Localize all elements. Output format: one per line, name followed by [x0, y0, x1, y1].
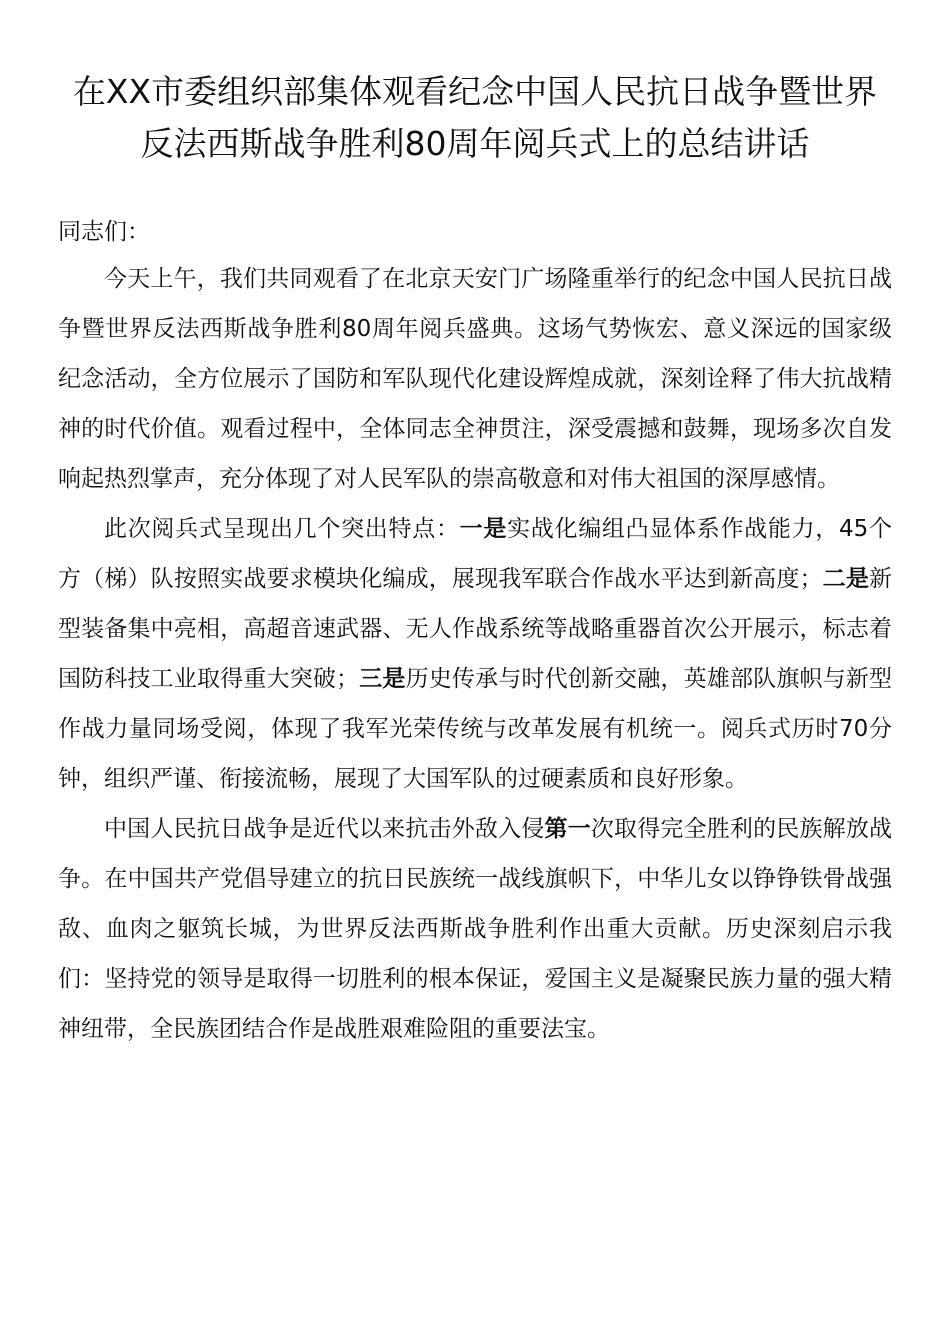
paragraph-2-intro: 此次阅兵式呈现出几个突出特点：	[104, 516, 460, 542]
point-text-1: 实战化编组凸显体系作战能力，45个方（梯）队按照实战要求模块化编成，展现我军联合作战水平达到新高度；	[58, 516, 892, 592]
point-text-2: 新型装备集中亮相，高超音速武器、无人作战系统等战略重器首次公开展示，标志着国防科技工业取得重大突破；	[58, 566, 893, 692]
paragraph-2	[58, 504, 892, 804]
point-label-2: 二是	[822, 566, 870, 592]
paragraph-3-bold: 第一	[544, 816, 591, 842]
document-title: 在XX市委组织部集体观看纪念中国人民抗日战争暨世界反法西斯战争胜利80周年阅兵式上的总结讲话	[72, 72, 878, 163]
point-label-3: 三是	[359, 666, 406, 692]
paragraph-1: 今天上午，我们共同观看了在北京天安门广场隆重举行的纪念中国人民抗日战争暨世界反法西斯战争胜利80周年阅兵盛典。这场气势恢宏、意义深远的国家级纪念活动，全方位展示了国防和军队现代化建设辉煌成就，深刻诠释了伟大抗战精神的时代价值。观看过程中，全体同志全神贯注，深受震撼和鼓舞，现场多次自发响起热烈掌声，充分体现了对人民军队的崇高敬意和对伟大祖国的深厚感情。	[58, 266, 892, 492]
point-text-3: 历史传承与时代创新交融，英雄部队旗帜与新型作战力量同场受阅，体现了我军光荣传统与改革发展有机统一。阅兵式历时70分钟，组织严谨、衔接流畅，展现了大国军队的过硬素质和良好形象。	[58, 666, 893, 792]
paragraph-3-after: 次取得完全胜利的民族解放战争。在中国共产党倡导建立的抗日民族统一战线旗帜下，中华儿女以铮铮铁骨战强敌、血肉之躯筑长城，为世界反法西斯战争胜利作出重大贡献。历史深刻启示我们：坚持党的领导是取得一切胜利的根本保证，爱国主义是凝聚民族力量的强大精神纽带，全民族团结合作是战胜艰难险阻的重要法宝。	[58, 816, 893, 1042]
paragraph-3-before: 中国人民抗日战争是近代以来抗击外敌入侵	[104, 816, 545, 842]
point-label-1: 一是	[459, 516, 508, 542]
paragraph-3	[58, 804, 892, 1054]
salutation: 同志们：	[58, 219, 150, 245]
